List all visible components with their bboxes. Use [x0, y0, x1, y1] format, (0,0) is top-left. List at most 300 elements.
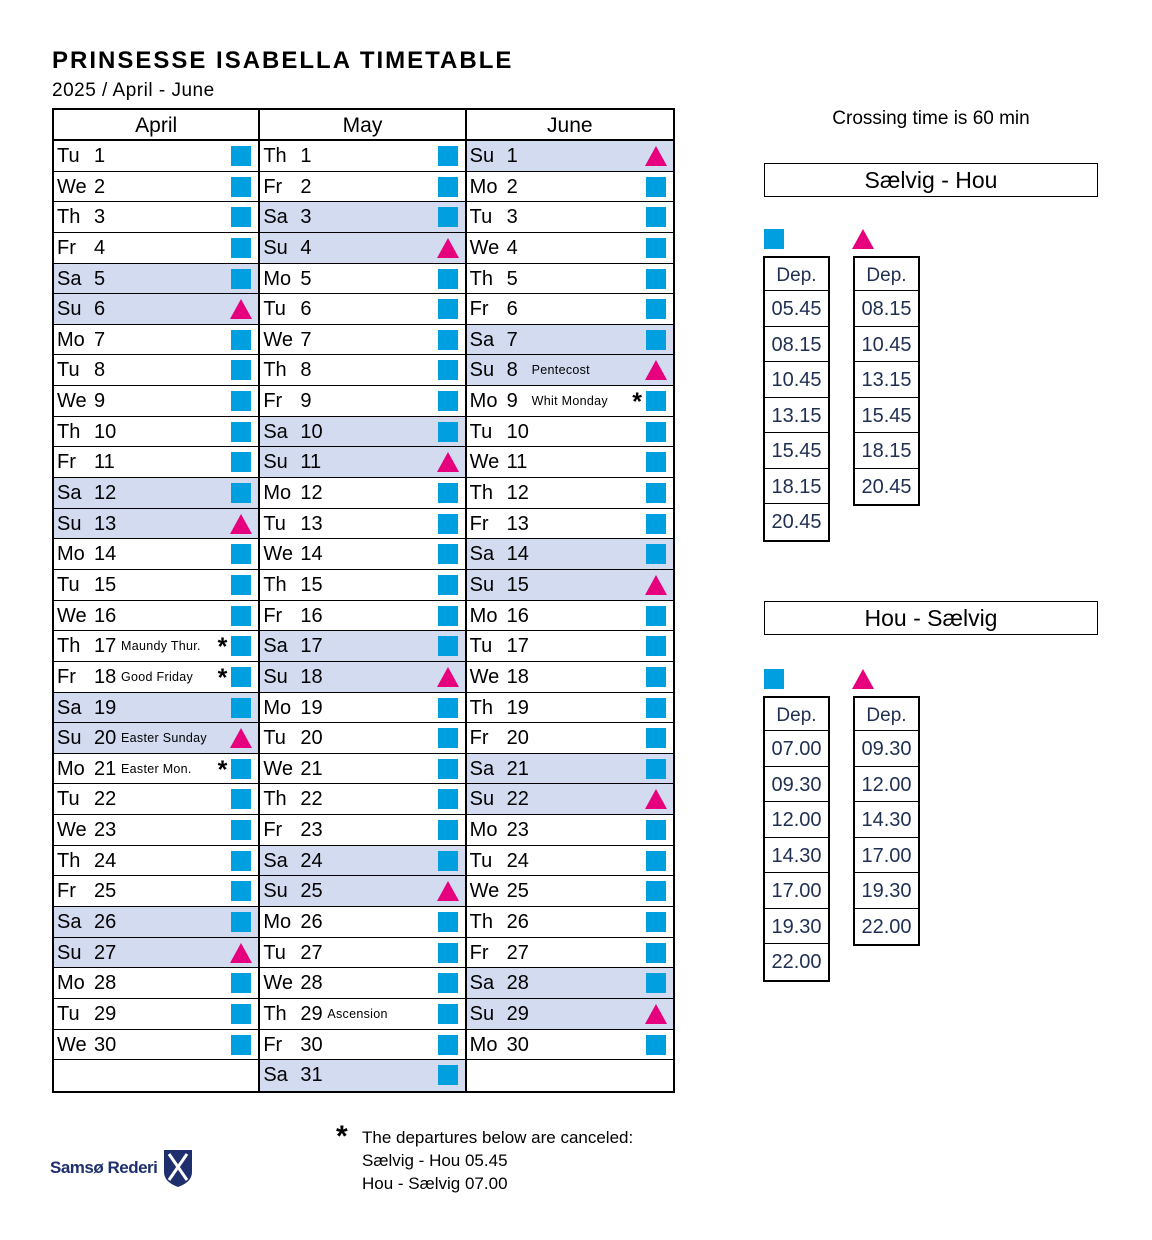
- asterisk-icon: *: [217, 663, 228, 692]
- day-row: [260, 968, 464, 999]
- holiday-note: Whit Monday: [531, 394, 608, 409]
- day-row: [467, 233, 673, 264]
- weekday-label: Fr: [263, 390, 283, 413]
- day-row: [467, 784, 673, 815]
- square-schedule-icon: [438, 1035, 458, 1055]
- square-schedule-icon: [646, 1035, 666, 1055]
- day-row: [260, 846, 464, 877]
- day-row: [467, 693, 673, 724]
- triangle-schedule-icon: [230, 728, 252, 748]
- weekday-label: Su: [57, 941, 82, 964]
- weekday-label: Tu: [469, 206, 493, 229]
- square-schedule-icon: [646, 422, 666, 442]
- day-row: [467, 570, 673, 601]
- page-title: PRINSESSE ISABELLA TIMETABLE: [52, 47, 514, 74]
- weekday-label: Mo: [263, 267, 292, 290]
- weekday-label: Tu: [469, 849, 493, 872]
- day-row: [54, 846, 258, 877]
- square-schedule-icon: [438, 851, 458, 871]
- day-row: [467, 386, 673, 417]
- day-row: [260, 141, 464, 172]
- weekday-label: Tu: [263, 512, 286, 535]
- weekday-label: Th: [263, 145, 287, 167]
- weekday-label: Fr: [57, 665, 76, 688]
- square-schedule-icon: [646, 698, 666, 718]
- day-number: 22: [300, 788, 323, 811]
- day-row: [54, 294, 258, 325]
- day-number: 9: [300, 390, 312, 413]
- weekday-label: Tu: [469, 635, 493, 658]
- weekday-label: Th: [469, 696, 493, 719]
- month-column-june: [467, 110, 673, 1091]
- weekday-label: Su: [57, 727, 82, 750]
- weekday-label: Su: [263, 236, 288, 259]
- weekday-label: Sa: [263, 206, 288, 229]
- departures-hou-saelvig-weekday: [763, 696, 830, 982]
- holiday-note: Maundy Thur.: [121, 639, 201, 654]
- day-row: [467, 846, 673, 877]
- asterisk-icon: *: [336, 1120, 348, 1153]
- departure-time: 05.45: [765, 291, 828, 327]
- departure-time: 20.45: [771, 511, 822, 533]
- triangle-schedule-icon: [437, 452, 459, 472]
- day-number: 30: [94, 1033, 117, 1056]
- day-row: [260, 815, 464, 846]
- day-row: [260, 662, 464, 693]
- day-number: 15: [300, 573, 323, 596]
- departure-time: 08.15: [765, 327, 828, 363]
- square-schedule-icon: [438, 483, 458, 503]
- day-row: [54, 141, 258, 172]
- departure-time: 10.45: [765, 362, 828, 398]
- square-schedule-icon: [231, 881, 251, 901]
- calendar-grid: [52, 108, 675, 1093]
- square-schedule-icon: [438, 789, 458, 809]
- weekday-label: We: [57, 175, 87, 198]
- day-row: [260, 723, 464, 754]
- square-schedule-icon: [438, 177, 458, 197]
- day-row: [54, 509, 258, 540]
- day-row: [467, 723, 673, 754]
- day-row: [54, 355, 258, 386]
- weekday-label: Th: [263, 1002, 287, 1025]
- day-number: 20: [300, 727, 323, 750]
- square-schedule-icon: [438, 728, 458, 748]
- day-number: 25: [506, 880, 529, 903]
- weekday-label: Th: [263, 359, 287, 382]
- square-schedule-icon: [231, 146, 251, 166]
- day-number: 15: [94, 573, 117, 596]
- weekday-label: Tu: [263, 727, 286, 750]
- day-row: [467, 478, 673, 509]
- square-schedule-icon: [646, 636, 666, 656]
- day-row: [467, 355, 673, 386]
- triangle-schedule-icon: [230, 299, 252, 319]
- weekday-label: Tu: [263, 298, 286, 321]
- day-number: 27: [300, 941, 323, 964]
- day-number: 14: [94, 543, 117, 566]
- day-number: 24: [506, 849, 529, 872]
- day-row: [54, 723, 258, 754]
- weekday-label: We: [263, 757, 293, 780]
- weekday-label: We: [57, 390, 87, 413]
- departure-time: 20.45: [861, 475, 912, 498]
- weekday-label: Mo: [57, 543, 85, 566]
- departure-header: Dep.: [765, 698, 828, 731]
- day-row: [260, 907, 464, 938]
- square-schedule-icon: [646, 514, 666, 534]
- cancellation-note: [362, 1126, 633, 1195]
- square-schedule-icon: [231, 544, 251, 564]
- day-row: [260, 325, 464, 356]
- departure-time: 19.30: [855, 873, 918, 909]
- square-schedule-icon: [438, 575, 458, 595]
- day-row: [260, 447, 464, 478]
- day-row: [260, 754, 464, 785]
- day-row: [54, 693, 258, 724]
- square-schedule-icon: [438, 943, 458, 963]
- weekday-label: Mo: [57, 757, 85, 780]
- triangle-schedule-icon: [645, 575, 667, 595]
- square-schedule-icon: [231, 698, 251, 718]
- square-schedule-icon: [646, 912, 666, 932]
- day-number: 8: [506, 359, 518, 382]
- day-row: [54, 601, 258, 632]
- weekday-label: We: [469, 665, 500, 688]
- day-row: [54, 325, 258, 356]
- day-row: [54, 754, 258, 785]
- day-row: [467, 539, 673, 570]
- weekday-label: Tu: [57, 788, 80, 811]
- day-row: [467, 294, 673, 325]
- weekday-label: Tu: [263, 941, 286, 964]
- route-title-saelvig-hou: Sælvig - Hou: [764, 163, 1098, 197]
- square-schedule-icon: [646, 330, 666, 350]
- day-number: 28: [94, 972, 117, 995]
- day-row: [54, 417, 258, 448]
- day-row: [54, 907, 258, 938]
- weekday-label: Mo: [263, 482, 292, 505]
- day-number: 9: [506, 390, 518, 413]
- departure-time: 15.45: [765, 433, 828, 469]
- day-row: [260, 693, 464, 724]
- weekday-label: We: [263, 543, 293, 566]
- weekday-label: Su: [263, 880, 288, 903]
- square-schedule-icon: [438, 606, 458, 626]
- day-number: 30: [506, 1033, 529, 1056]
- page-subtitle: 2025 / April - June: [52, 80, 215, 101]
- day-row: [260, 938, 464, 969]
- route-title-hou-saelvig: Hou - Sælvig: [764, 601, 1098, 635]
- day-row: [467, 631, 673, 662]
- day-number: 6: [506, 298, 518, 321]
- departure-time: 17.00: [765, 873, 828, 909]
- day-row: [467, 417, 673, 448]
- day-number: 7: [300, 328, 312, 351]
- day-row: [260, 601, 464, 632]
- day-row: [260, 1060, 464, 1091]
- weekday-label: Sa: [469, 972, 495, 995]
- day-row: [467, 754, 673, 785]
- day-number: 20: [506, 727, 529, 750]
- square-schedule-icon: [646, 177, 666, 197]
- asterisk-icon: *: [632, 388, 642, 417]
- day-number: 7: [506, 328, 518, 351]
- day-number: 19: [300, 696, 323, 719]
- weekday-label: We: [469, 880, 500, 903]
- day-number: 5: [94, 267, 106, 290]
- day-row: [54, 1060, 258, 1091]
- square-schedule-icon: [231, 636, 251, 656]
- day-number: 11: [300, 451, 322, 474]
- day-row: [260, 233, 464, 264]
- asterisk-icon: *: [217, 633, 228, 662]
- square-schedule-icon: [438, 299, 458, 319]
- square-legend-icon: [764, 669, 784, 689]
- weekday-label: Fr: [57, 451, 76, 474]
- day-row: [260, 784, 464, 815]
- weekday-label: Tu: [57, 145, 80, 167]
- square-schedule-icon: [646, 881, 666, 901]
- day-row: [467, 172, 673, 203]
- square-legend-icon: [764, 229, 784, 249]
- day-row: [467, 325, 673, 356]
- weekday-label: Su: [469, 359, 495, 382]
- square-schedule-icon: [646, 943, 666, 963]
- square-schedule-icon: [438, 146, 458, 166]
- day-row: [467, 968, 673, 999]
- cancellation-heading: The departures below are canceled:: [362, 1128, 634, 1147]
- day-number: 8: [94, 359, 106, 382]
- weekday-label: Mo: [469, 1033, 498, 1056]
- day-number: 3: [94, 206, 106, 229]
- day-row: [260, 417, 464, 448]
- square-schedule-icon: [646, 269, 666, 289]
- square-schedule-icon: [231, 269, 251, 289]
- square-schedule-icon: [438, 698, 458, 718]
- weekday-label: Fr: [57, 880, 76, 903]
- square-schedule-icon: [438, 544, 458, 564]
- day-number: 17: [300, 635, 323, 658]
- day-row: [54, 447, 258, 478]
- day-row: [54, 968, 258, 999]
- day-row: [54, 815, 258, 846]
- month-header: April: [54, 110, 258, 141]
- departure-time: 18.15: [855, 433, 918, 469]
- weekday-label: Sa: [263, 420, 288, 443]
- square-schedule-icon: [438, 207, 458, 227]
- day-number: 23: [506, 819, 529, 842]
- weekday-label: Tu: [469, 420, 493, 443]
- crossing-time: Crossing time is 60 min: [832, 108, 1030, 129]
- square-schedule-icon: [646, 606, 666, 626]
- weekday-label: Su: [57, 298, 82, 321]
- weekday-label: Mo: [263, 696, 292, 719]
- day-row: [467, 815, 673, 846]
- day-number: 29: [94, 1002, 117, 1025]
- day-number: 15: [506, 573, 529, 596]
- day-number: 13: [506, 512, 529, 535]
- day-number: 25: [94, 880, 117, 903]
- day-number: 23: [94, 819, 117, 842]
- samso-rederi-logo: [50, 1148, 194, 1188]
- weekday-label: Sa: [469, 543, 495, 566]
- day-number: 29: [300, 1002, 323, 1025]
- day-number: 16: [94, 604, 117, 627]
- square-schedule-icon: [646, 851, 666, 871]
- day-number: 12: [506, 482, 529, 505]
- weekday-label: Th: [57, 420, 81, 443]
- month-header: June: [467, 110, 673, 141]
- holiday-note: Ascension: [327, 1006, 388, 1021]
- square-schedule-icon: [646, 452, 666, 472]
- weekday-label: Fr: [469, 298, 489, 321]
- triangle-schedule-icon: [645, 146, 667, 166]
- day-number: 26: [94, 911, 117, 934]
- square-schedule-icon: [231, 330, 251, 350]
- day-row: [260, 876, 464, 907]
- triangle-schedule-icon: [437, 238, 459, 258]
- triangle-legend-icon: [852, 229, 874, 249]
- day-number: 29: [506, 1002, 529, 1025]
- weekday-label: Fr: [263, 175, 283, 198]
- day-number: 8: [300, 359, 312, 382]
- weekday-label: Su: [469, 145, 495, 167]
- weekday-label: Mo: [57, 972, 85, 995]
- weekday-label: Th: [57, 206, 81, 229]
- day-row: [260, 202, 464, 233]
- day-number: 16: [300, 604, 323, 627]
- month-column-april: [54, 110, 260, 1091]
- triangle-schedule-icon: [645, 360, 667, 380]
- departure-header: Dep.: [855, 258, 918, 291]
- square-schedule-icon: [231, 667, 251, 687]
- logo-text: Samsø Rederi: [50, 1158, 158, 1177]
- square-schedule-icon: [231, 973, 251, 993]
- day-number: 10: [300, 420, 323, 443]
- weekday-label: We: [263, 328, 293, 351]
- departure-time: 14.30: [855, 802, 918, 838]
- weekday-label: We: [263, 972, 293, 995]
- square-schedule-icon: [231, 1004, 251, 1024]
- day-row: [54, 938, 258, 969]
- weekday-label: Tu: [57, 1002, 80, 1025]
- departure-time: 12.00: [855, 767, 918, 803]
- weekday-label: Su: [263, 451, 288, 474]
- square-schedule-icon: [231, 912, 251, 932]
- square-schedule-icon: [231, 1035, 251, 1055]
- square-schedule-icon: [231, 177, 251, 197]
- day-row: [467, 264, 673, 295]
- square-schedule-icon: [231, 238, 251, 258]
- day-row: [467, 1030, 673, 1061]
- square-schedule-icon: [231, 759, 251, 779]
- weekday-label: Sa: [57, 267, 82, 290]
- departure-time: 13.15: [765, 398, 828, 434]
- day-number: 17: [506, 635, 529, 658]
- day-row: [467, 662, 673, 693]
- square-schedule-icon: [438, 269, 458, 289]
- square-schedule-icon: [438, 1004, 458, 1024]
- day-number: 11: [94, 451, 115, 474]
- square-schedule-icon: [438, 820, 458, 840]
- departure-time: 13.15: [855, 362, 918, 398]
- weekday-label: Mo: [57, 328, 85, 351]
- day-number: 22: [94, 788, 117, 811]
- weekday-label: Th: [263, 573, 287, 596]
- day-row: [54, 539, 258, 570]
- weekday-label: Mo: [469, 175, 498, 198]
- day-row: [54, 662, 258, 693]
- weekday-label: Mo: [263, 911, 292, 934]
- departures-saelvig-hou-sunday: [853, 256, 920, 506]
- weekday-label: Sa: [263, 1064, 288, 1087]
- square-schedule-icon: [646, 544, 666, 564]
- weekday-label: Fr: [263, 1033, 283, 1056]
- day-row: [54, 999, 258, 1030]
- day-row: [54, 631, 258, 662]
- day-row: [54, 1030, 258, 1061]
- day-number: 26: [506, 911, 529, 934]
- day-row: [467, 601, 673, 632]
- day-number: 18: [506, 665, 529, 688]
- square-schedule-icon: [646, 207, 666, 227]
- weekday-label: Su: [57, 512, 82, 535]
- triangle-schedule-icon: [230, 943, 252, 963]
- departures-hou-saelvig-sunday: [853, 696, 920, 946]
- departure-time: 22.00: [771, 951, 822, 973]
- weekday-label: Th: [469, 482, 493, 505]
- square-schedule-icon: [231, 575, 251, 595]
- day-number: 24: [300, 849, 323, 872]
- day-row: [467, 509, 673, 540]
- weekday-label: We: [469, 236, 500, 259]
- day-row: [260, 631, 464, 662]
- day-number: 12: [94, 482, 117, 505]
- departure-time: 15.45: [855, 398, 918, 434]
- departure-time: 10.45: [855, 327, 918, 363]
- day-row: [260, 539, 464, 570]
- weekday-label: Th: [263, 788, 287, 811]
- departures-saelvig-hou-weekday: [763, 256, 830, 542]
- day-row: [467, 907, 673, 938]
- square-schedule-icon: [646, 483, 666, 503]
- weekday-label: Su: [469, 1002, 495, 1025]
- month-column-may: [260, 110, 466, 1091]
- day-number: 17: [94, 635, 117, 658]
- day-row: [260, 386, 464, 417]
- weekday-label: Mo: [469, 390, 498, 413]
- day-number: 5: [300, 267, 312, 290]
- day-row: [54, 264, 258, 295]
- day-row: [467, 999, 673, 1030]
- day-number: 18: [300, 665, 323, 688]
- holiday-note: Easter Mon.: [121, 761, 192, 776]
- square-schedule-icon: [438, 636, 458, 656]
- square-schedule-icon: [231, 207, 251, 227]
- day-number: 3: [300, 206, 312, 229]
- weekday-label: Tu: [57, 573, 80, 596]
- weekday-label: Th: [57, 849, 81, 872]
- weekday-label: Sa: [263, 849, 288, 872]
- square-schedule-icon: [438, 759, 458, 779]
- square-schedule-icon: [231, 820, 251, 840]
- day-number: 1: [506, 145, 518, 167]
- day-number: 10: [506, 420, 529, 443]
- day-row: [467, 876, 673, 907]
- weekday-label: Fr: [469, 727, 489, 750]
- square-schedule-icon: [231, 851, 251, 871]
